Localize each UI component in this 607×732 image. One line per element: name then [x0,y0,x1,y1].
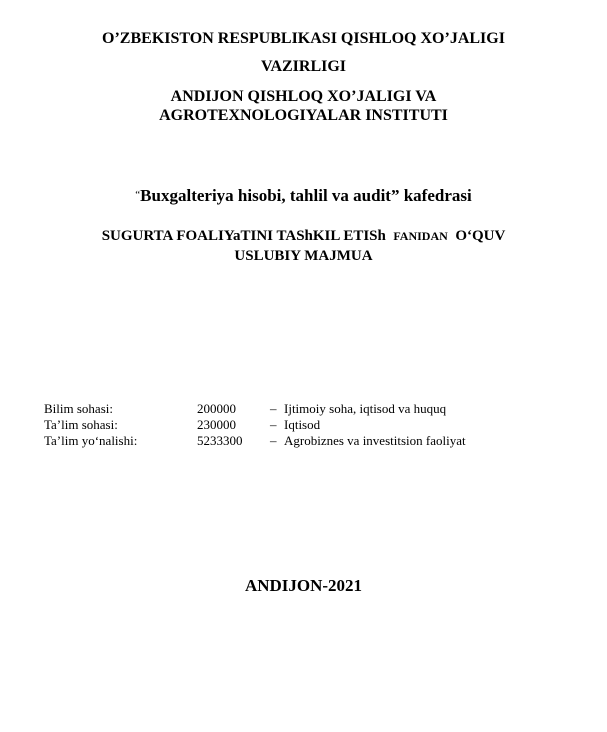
city-year: ANDIJON-2021 [244,576,363,595]
classification-code: 230000 [197,417,236,432]
course-title-line2: USLUBIY MAJMUA [234,248,373,264]
course-title-main: SUGURTA FOALIYaTINI TAShKIL ETISh [101,228,386,244]
department-name: Buxgalteriya hisobi, tahlil va audit” kafedrasi [140,186,472,205]
ministry-title-line2: VAZIRLIGI [260,58,347,75]
classification-row [44,433,584,449]
department-open-quote: “ [135,189,141,201]
course-title-line1 [0,228,607,245]
classification-label: Ta’lim sohasi: [44,417,118,432]
ministry-title-line1: O’ZBEKISTON RESPUBLIKASI QISHLOQ XO’JALIGI [102,30,505,47]
classification-description: Ijtimoiy soha, iqtisod va huquq [284,401,447,416]
classification-dash: – [270,417,277,432]
institute-name-line2: AGROTEXNOLOGIYALAR INSTITUTI [159,107,448,124]
classification-dash: – [270,433,277,448]
classification-label: Bilim sohasi: [44,401,113,416]
classification-description: Iqtisod [284,417,321,432]
course-title-small: FANIDAN [393,229,448,243]
classification-dash: – [270,401,277,416]
classification-label: Ta’lim yo‘nalishi: [44,433,138,448]
course-title-end: O‘QUV [455,228,506,244]
institute-name-line1: ANDIJON QISHLOQ XO’JALIGI VA [170,88,437,105]
classification-code: 5233300 [197,433,243,448]
classification-row [44,401,584,417]
classification-description: Agrobiznes va investitsion faoliyat [284,433,466,448]
classification-row [44,417,584,433]
classification-code: 200000 [197,401,236,416]
department-title [0,186,607,206]
